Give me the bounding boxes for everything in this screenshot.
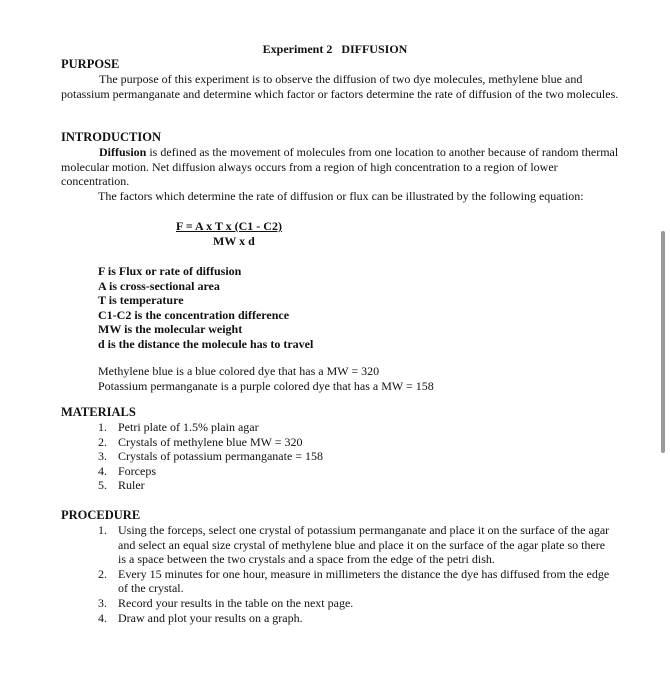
procedure-list [98, 523, 613, 625]
definition-molecular-weight: MW is the molecular weight [98, 322, 243, 337]
definition-area: A is cross-sectional area [98, 278, 220, 293]
list-item [98, 478, 613, 493]
list-number: 1. [98, 420, 107, 434]
list-number: 3. [98, 449, 107, 464]
definition-flux: F is Flux or rate of diffusion [98, 264, 242, 278]
introduction-paragraph-1 [61, 145, 621, 189]
potassium-permanganate-mw: Potassium permanganate is a purple colored dye that has a MW = 158 [98, 378, 434, 393]
list-item [98, 611, 613, 626]
list-text: Record your results in the table on the next page. [118, 595, 354, 610]
introduction-heading: INTRODUCTION [61, 130, 162, 144]
dye-molecular-weights [98, 364, 434, 393]
equation-denominator: MW x d [213, 234, 255, 248]
list-number: 1. [98, 523, 107, 537]
list-text: Forceps [118, 463, 156, 478]
list-item [98, 449, 613, 464]
list-item [98, 523, 613, 567]
list-number: 2. [98, 434, 107, 449]
list-item [98, 596, 613, 611]
page-title [0, 42, 670, 57]
introduction-paragraph-2: The factors which determine the rate of diffusion or flux can be illustrated by the following equation: [98, 189, 584, 203]
definition-temperature: T is temperature [98, 293, 184, 308]
list-number: 2. [98, 566, 107, 581]
list-text: Every 15 minutes for one hour, measure in millimeters the distance the dye has diffused from the edge of the crystal. [118, 566, 610, 596]
definition-concentration: C1-C2 is the concentration difference [98, 307, 290, 322]
experiment-number: Experiment 2 [262, 42, 333, 56]
materials-list [98, 420, 613, 493]
list-number: 4. [98, 463, 107, 478]
diffusion-term: Diffusion [99, 145, 147, 159]
variable-definitions [98, 264, 313, 352]
purpose-heading: PURPOSE [61, 57, 120, 71]
list-item [98, 464, 613, 479]
diffusion-definition: is defined as the movement of molecules from one location to another because of random thermal molecular motion. Net diffusion always occurs from a region of high concentration to a region of lower concentration. [61, 145, 619, 189]
list-item [98, 420, 613, 435]
list-text: Crystals of potassium permanganate = 158 [118, 449, 324, 464]
list-item [98, 567, 613, 596]
list-text: Petri plate of 1.5% plain agar [118, 420, 259, 434]
list-number: 3. [98, 595, 107, 610]
experiment-topic: DIFFUSION [341, 42, 408, 56]
list-item [98, 435, 613, 450]
list-text: Draw and plot your results on a graph. [118, 610, 303, 625]
list-text: Ruler [118, 478, 145, 493]
methylene-blue-mw: Methylene blue is a blue colored dye that has a MW = 320 [98, 364, 380, 378]
vertical-scrollbar[interactable] [661, 231, 665, 453]
definition-distance: d is the distance the molecule has to travel [98, 336, 314, 351]
procedure-heading: PROCEDURE [61, 508, 141, 522]
list-text: Using the forceps, select one crystal of potassium permanganate and place it on the surface of the agar and select an equal size crystal of methylene blue and place it on the surface of the agar plate so there is a space between the two crystals and a space from the edge of the petri dish. [118, 523, 610, 567]
list-number: 4. [98, 610, 107, 625]
equation-numerator: F = A x T x (C1 - C2) [176, 219, 282, 233]
list-text: Crystals of methylene blue MW = 320 [118, 434, 303, 449]
purpose-text: The purpose of this experiment is to observe the diffusion of two dye molecules, methylene blue and potassium permanganate and determine which factor or factors determine the rate of diffusion of the two molecules. [61, 72, 619, 101]
materials-heading: MATERIALS [61, 405, 136, 419]
list-number: 5. [98, 478, 107, 493]
